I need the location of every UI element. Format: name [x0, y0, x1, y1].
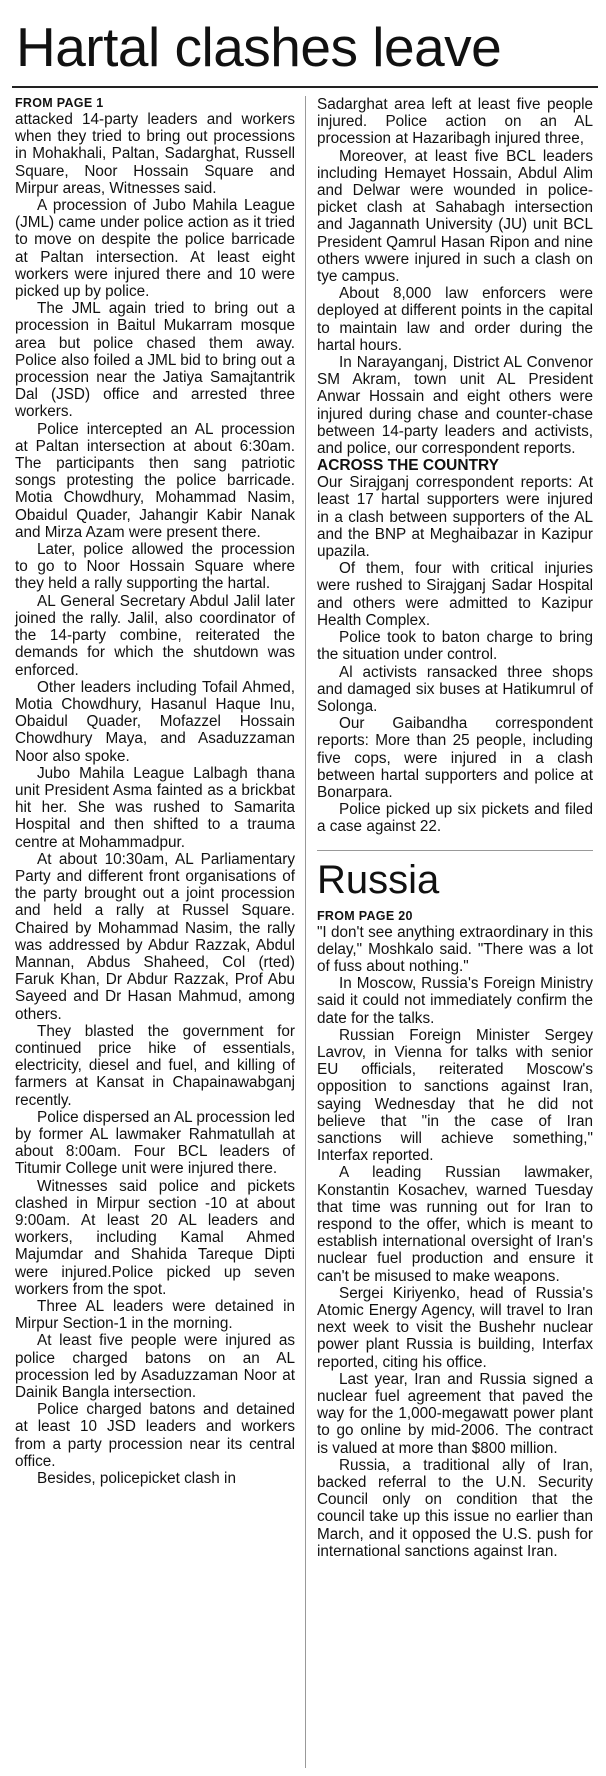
section-subhead: ACROSS THE COUNTRY	[317, 457, 499, 475]
left-column	[15, 96, 295, 1487]
article-paragraph: Of them, four with critical injuries were rushed to Sirajganj Sadar Hospital and others were admitted to Kazipur Health Complex.	[317, 560, 593, 629]
article-paragraph: Other leaders including Tofail Ahmed, Motia Chowdhury, Hasanul Haque Inu, Obaidul Quader, Mofazzel Hossain Chowdhury Maya, and Asaduzzaman Noor also spoke.	[15, 678, 295, 765]
article-paragraph: At about 10:30am, AL Parliamentary Party and different front organisations of the party brought out a joint procession and held a rally at Russel Square. Chaired by Mohammad Nasim, the rally was addressed by Abdur Razzak, Abdul Mannan, Abdus Shaheed, Col (rted) Faruk Khan, Dr Abdur Razzak, Prof Abu Sayeed and Dr Hasan Mahmud, among others.	[15, 850, 295, 1023]
article-paragraph: They blasted the government for continued price hike of essentials, electricity, diesel and fuel, and killing of farmers at Kansat in Chapainawabganj recently.	[15, 1022, 295, 1109]
article-paragraph: Our Gaibandha correspondent reports: More than 25 people, including five cops, were injured in a clash between hartal supporters and police at Bonarpara.	[317, 715, 593, 801]
article-paragraph: A procession of Jubo Mahila League (JML) came under police action as it tried to move on despite the police barricade at Paltan intersection. At least eight workers were injured there and 10 were picked up by police.	[15, 197, 295, 301]
article-paragraph: "I don't see anything extraordinary in this delay," Moshkalo said. "There was a lot of fuss about nothing."	[317, 923, 593, 975]
article-paragraph: Police dispersed an AL procession led by former AL lawmaker Rahmatullah at about 8:00am. Four BCL leaders of Titumir College unit were injured there.	[15, 1108, 295, 1178]
article-paragraph: attacked 14-party leaders and workers when they tried to bring out processions in Mohakhali, Paltan, Sadarghat, Russell Square, Noor Hossain Square and Mirpur areas, Witnesses said.	[15, 111, 295, 197]
article-paragraph: Sadarghat area left at least five people injured. Police action on an AL procession at Hazaribagh injured three,	[317, 96, 593, 148]
article-paragraph: Police intercepted an AL procession at Paltan intersection at about 6:30am. The participants then sang patriotic songs protesting the police barricade. Motia Chowdhury, Mohammad Nasim, Obaidul Quader, Jahangir Kabir Nanak and Mirza Azam were present there.	[15, 420, 295, 541]
article-paragraph: Sergei Kiriyenko, head of Russia's Atomic Energy Agency, will travel to Iran next week to visit the Bushehr nuclear power plant Russia is building, Interfax reported, citing his office.	[317, 1284, 593, 1371]
article-paragraph: Later, police allowed the procession to go to Noor Hossain Square where they held a rally supporting the hartal.	[15, 541, 295, 593]
article-paragraph: Besides, policepicket clash in	[37, 1470, 236, 1488]
article-paragraph: In Moscow, Russia's Foreign Ministry said it could not immediately confirm the date for the talks.	[317, 975, 593, 1027]
article-paragraph: Three AL leaders were detained in Mirpur Section-1 in the morning.	[15, 1298, 295, 1333]
article-paragraph: Moreover, at least five BCL leaders including Hemayet Hossain, Abdul Alim and Delwar were wounded in police- picket clash at Sahabagh intersection and Jagannath University (JU) unit BCL President Qamrul Hasan Ripon and nine others wwere injured in such a clash on tye campus.	[317, 147, 593, 286]
article-paragraph: Jubo Mahila League Lalbagh thana unit President Asma fainted as a brickbat hit her. She was rushed to Samarita Hospital and then shifted to a trauma centre at Mohammadpur.	[15, 764, 295, 851]
article-paragraph: AL General Secretary Abdul Jalil later joined the rally. Jalil, also coordinator of the 14-party combine, reiterated the demands for which the shutdown was enforced.	[15, 592, 295, 679]
headline: Hartal clashes leave	[16, 16, 502, 78]
article-paragraph: Our Sirajganj correspondent reports: At least 17 hartal supporters were injured in a clash between supporters of the AL and the BNP at Meghaibazar in Kazipur upazila.	[317, 474, 593, 561]
article-paragraph: Al activists ransacked three shops and damaged six buses at Hatikumrul of Solonga.	[317, 663, 593, 715]
headline-rule	[12, 86, 598, 88]
article-paragraph: Russia, a traditional ally of Iran, backed referral to the U.N. Security Council only on condition that the council take up this issue no earlier than March, and it opposed the U.S. push for international sanctions against Iran.	[317, 1456, 593, 1560]
right-column	[317, 96, 593, 1560]
article-paragraph: Russian Foreign Minister Sergey Lavrov, in Vienna for talks with senior EU officials, reiterated Moscow's opposition to sanctions against Iran, saying Wednesday that he did not believe that "in the case of Iran sanctions will achieve something," Interfax reported.	[317, 1026, 593, 1165]
article-paragraph: Police charged batons and detained at least 10 JSD leaders and workers from a party procession near its central office.	[15, 1401, 295, 1470]
article-paragraph: Witnesses said police and pickets clashed in Mirpur section -10 at about 9:00am. At least 20 AL leaders and workers, including Kamal Ahmed Majumdar and Shahida Tareque Dipti were injured.Police picked up seven workers from the spot.	[15, 1177, 295, 1298]
article-paragraph: A leading Russian lawmaker, Konstantin Kosachev, warned Tuesday that time was running out for Iran to respond to the offer, which is meant to establish international oversight of Iran's nuclear fuel production and ensure it can't be misused to make weapons.	[317, 1164, 593, 1285]
russia-headline: Russia	[317, 850, 593, 905]
article-paragraph: The JML again tried to bring out a procession in Baitul Mukarram mosque area but police chased them away. Police also foiled a JML bid to bring out a procession near the Jatiya Samajtantrik Dal (JSD) office and arrested three workers.	[15, 300, 295, 421]
from-page-label: FROM PAGE 1	[15, 96, 104, 110]
article-paragraph: Police took to baton charge to bring the situation under control.	[317, 629, 593, 664]
from-page-label: FROM PAGE 20	[317, 908, 413, 923]
article-paragraph: At least five people were injured as police charged batons on an AL procession led by Asaduzzaman Noor at Dainik Bangla intersection.	[15, 1332, 295, 1402]
column-divider	[305, 96, 306, 1768]
article-paragraph: In Narayanganj, District AL Convenor SM Akram, town unit AL President Anwar Hossain and eight others were injured during chase and counter-chase between 14-party leaders and activists, and police, our correspondent reports.	[317, 354, 593, 458]
article-paragraph: Police picked up six pickets and filed a case against 22.	[317, 801, 593, 836]
article-paragraph: About 8,000 law enforcers were deployed at different points in the capital to maintain law and order during the hartal hours.	[317, 285, 593, 354]
article-paragraph: Last year, Iran and Russia signed a nuclear fuel agreement that paved the way for the 1,000-megawatt power plant to go online by mid-2006. The contract is valued at more than $800 million.	[317, 1370, 593, 1457]
